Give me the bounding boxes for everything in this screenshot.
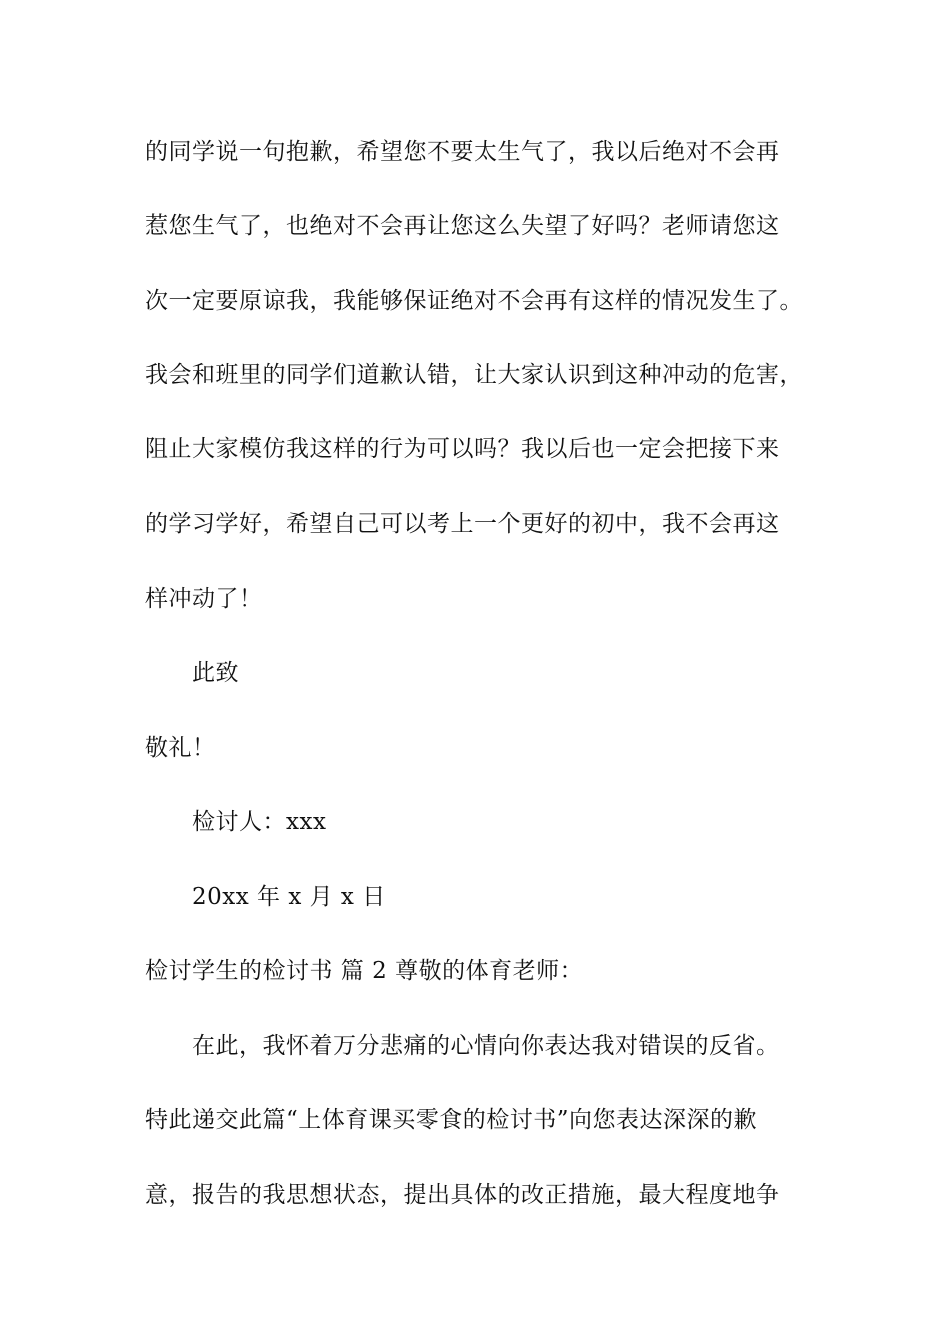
text-line: 我会和班里的同学们道歉认错，让大家认识到这种冲动的危害， — [145, 362, 803, 388]
text-line: 惹您生气了，也绝对不会再让您这么失望了好吗？老师请您这 — [145, 213, 780, 239]
text-line: 次一定要原谅我，我能够保证绝对不会再有这样的情况发生了。 — [145, 288, 803, 314]
text-line: 特此递交此篇“上体育课买零食的检讨书”向您表达深深的歉 — [145, 1107, 758, 1133]
salutation: 敬礼！ — [145, 735, 216, 761]
section-heading: 检讨学生的检讨书 篇 2 尊敬的体育老师： — [145, 958, 584, 984]
text-line: 样冲动了！ — [145, 586, 263, 612]
text-line: 在此，我怀着万分悲痛的心情向你表达我对错误的反省。 — [192, 1033, 780, 1059]
date-line: 20xx 年 x 月 x 日 — [192, 884, 386, 910]
closing-phrase: 此致 — [192, 660, 239, 686]
text-line: 的学习学好，希望自己可以考上一个更好的初中，我不会再这 — [145, 511, 780, 537]
text-line: 意，报告的我思想状态，提出具体的改正措施，最大程度地争 — [145, 1182, 780, 1208]
signature-line: 检讨人：xxx — [192, 809, 327, 835]
text-line: 的同学说一句抱歉，希望您不要太生气了，我以后绝对不会再 — [145, 139, 780, 165]
text-line: 阻止大家模仿我这样的行为可以吗？我以后也一定会把接下来 — [145, 436, 780, 462]
